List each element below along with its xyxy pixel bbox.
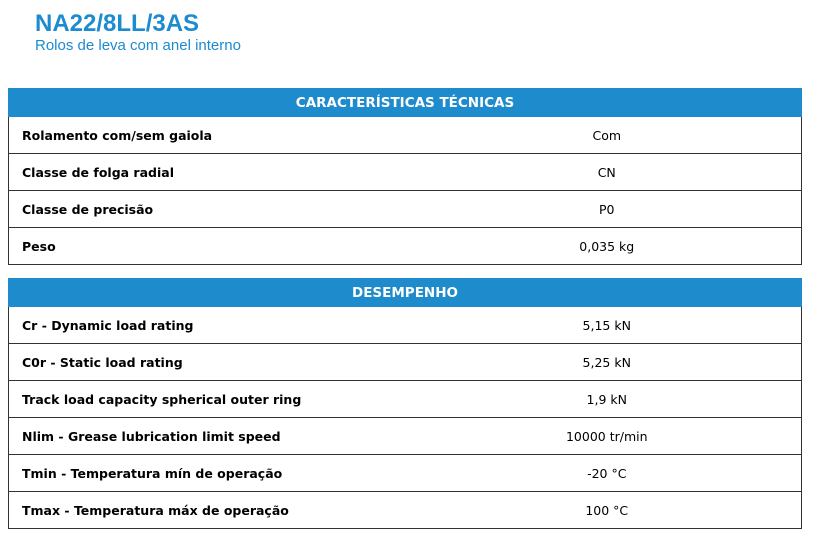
row-value: 5,15 kN bbox=[413, 307, 802, 344]
row-label: Track load capacity spherical outer ring bbox=[9, 381, 413, 418]
row-value: 100 °C bbox=[413, 492, 802, 529]
technical-characteristics-table bbox=[8, 88, 802, 265]
row-label: Rolamento com/sem gaiola bbox=[9, 117, 413, 154]
product-title: NA22/8LL/3AS bbox=[35, 10, 200, 37]
table-row bbox=[9, 381, 802, 418]
row-label: Nlim - Grease lubrication limit speed bbox=[9, 418, 413, 455]
row-value: Com bbox=[413, 117, 802, 154]
table-header-row bbox=[9, 279, 802, 307]
row-label: C0r - Static load rating bbox=[9, 344, 413, 381]
row-label: Classe de folga radial bbox=[9, 154, 413, 191]
table-row bbox=[9, 455, 802, 492]
table-row bbox=[9, 228, 802, 265]
performance-table bbox=[8, 278, 802, 529]
table-row bbox=[9, 154, 802, 191]
table-row bbox=[9, 492, 802, 529]
row-label: Classe de precisão bbox=[9, 191, 413, 228]
table-row bbox=[9, 307, 802, 344]
row-label: Tmin - Temperatura mín de operação bbox=[9, 455, 413, 492]
row-value: 1,9 kN bbox=[413, 381, 802, 418]
row-value: -20 °C bbox=[413, 455, 802, 492]
row-value: 5,25 kN bbox=[413, 344, 802, 381]
technical-characteristics-heading: CARACTERÍSTICAS TÉCNICAS bbox=[9, 89, 802, 117]
performance-heading: DESEMPENHO bbox=[9, 279, 802, 307]
row-value: 10000 tr/min bbox=[413, 418, 802, 455]
table-row bbox=[9, 117, 802, 154]
row-value: P0 bbox=[413, 191, 802, 228]
table-row bbox=[9, 344, 802, 381]
table-row bbox=[9, 191, 802, 228]
row-value: CN bbox=[413, 154, 802, 191]
row-value: 0,035 kg bbox=[413, 228, 802, 265]
row-label: Cr - Dynamic load rating bbox=[9, 307, 413, 344]
row-label: Tmax - Temperatura máx de operação bbox=[9, 492, 413, 529]
row-label: Peso bbox=[9, 228, 413, 265]
table-header-row bbox=[9, 89, 802, 117]
table-row bbox=[9, 418, 802, 455]
product-subtitle: Rolos de leva com anel interno bbox=[35, 37, 241, 54]
